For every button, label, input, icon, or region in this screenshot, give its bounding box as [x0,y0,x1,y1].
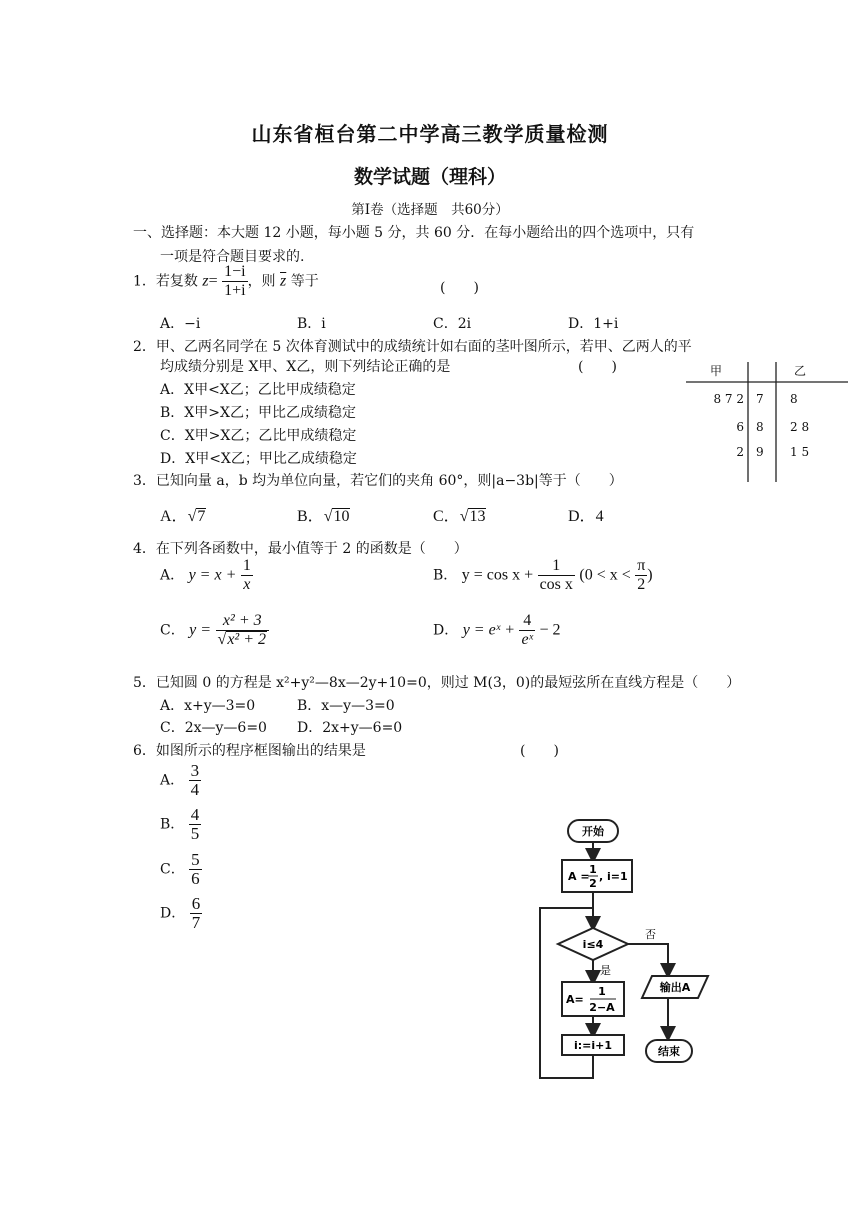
q3-d-label: D． [568,508,596,525]
q6-d-den: 7 [191,913,201,932]
flow-assign-num: 1 [598,985,606,998]
q6-b-den: 5 [190,824,200,843]
instructions-line1: 一、选择题：本大题 12 小题，每小题 5 分，共 60 分．在每小题给出的四个选项中，只有 [133,225,695,241]
q4-a-lhs: y = x + [188,566,237,584]
flow-output-label: 输出A [659,981,691,994]
q1-z: z [202,272,209,290]
q6-d-num: 6 [191,894,201,913]
flow-increment-label: i:=i+1 [573,1039,613,1052]
q6-c-label: C． [160,861,185,878]
q4-a-num: 1 [242,557,251,574]
q4-option-c [160,612,269,649]
flow-assign-den: 2−A [589,1001,615,1014]
q5-option-c: C．2x—y—6=0 [160,720,267,736]
q6-option-b [160,806,201,843]
page-title: 山东省桓台第二中学高三教学质量检测 [251,122,609,146]
q2-answer-paren: ( ) [578,359,617,375]
question-6: 6．如图所示的程序框图输出的结果是 [133,743,366,759]
q5-option-a: A．x+y—3=0 [160,698,256,714]
q1-suffix: 等于 [290,273,319,290]
q4-d-num: 4 [519,612,535,631]
q2-option-d: D．X甲<X乙；甲比乙成绩稳定 [160,451,357,467]
q4-b-num: 1 [538,557,575,576]
q6-d-label: D． [160,905,186,922]
q6-a-label: A． [160,772,185,789]
q5-option-b: B．x—y—3=0 [297,698,395,714]
q1-fraction [222,263,247,300]
q6-b-label: B． [160,816,185,833]
q4-c-num: x² + 3 [216,612,269,631]
question-2-line1: 2．甲、乙两名同学在 5 次体育测试中的成绩统计如右面的茎叶图所示，若甲、乙两人的平 [133,339,692,355]
q4-d-lhs: y = eˣ + [462,621,515,639]
q4-d-den: eˣ [521,631,534,648]
q6-a-fraction [189,762,202,799]
stem-leaf-head-right: 乙 [794,364,807,378]
q4-c-den: x² + 2 [227,631,267,648]
stem-leaf-row3-right: 1 5 [790,445,810,459]
q4-b-label: B． [433,567,458,584]
q3-b-value: 10 [333,508,350,525]
page-subtitle: 数学试题（理科） [353,166,506,188]
q4-a-fraction [241,557,253,594]
q4-b-cnum: π [637,557,646,574]
stem-leaf-row2-stem: 8 [756,420,764,434]
q3-a-label: A． [160,508,188,525]
stem-leaf-row1-stem: 7 [756,392,764,406]
q6-answer-paren: ( ) [520,743,559,759]
q6-b-num: 4 [190,805,200,824]
stem-leaf-row3-left: 2 [736,445,744,459]
q6-a-den: 4 [190,780,200,799]
flowchart-diagram [530,810,740,1090]
flow-end-label: 结束 [658,1045,680,1058]
question-5: 5．已知圆 0 的方程是 x²+y²—8x—2y+10=0，则过 M(3，0)的最短弦所在直线方程是（ ） [133,675,741,691]
q1-option-a: A．−i [160,316,201,332]
q3-b-label: B． [297,508,324,525]
q4-c-fraction [216,612,269,649]
flow-assign-lhs: A= [566,993,584,1006]
stem-leaf-row2-left: 6 [736,420,744,434]
q1-den: 1+i [224,282,246,299]
q1-zbar: $\overline{z}$ [280,272,287,290]
q1-option-b: B．i [297,316,326,332]
q1-eq: = [208,272,218,290]
q4-a-label: A． [160,567,185,584]
stem-leaf-row2-right: 2 8 [790,420,810,434]
q1-num: 1−i [224,263,246,280]
q6-d-fraction [190,895,203,932]
flow-no-label: 否 [645,928,656,941]
stem-leaf-plot [686,360,848,482]
q1-answer-paren: ( ) [440,280,479,296]
question-2-line2: 均成绩分别是 X甲、X乙，则下列结论正确的是 [160,359,451,375]
flow-init-den: 2 [589,877,597,890]
q3-c-label: C． [433,508,460,525]
q1-option-d: D．1+i [568,316,619,332]
q4-option-d [433,612,561,649]
q6-a-num: 3 [190,761,200,780]
q4-a-den: x [243,576,251,593]
stem-leaf-row3-stem: 9 [756,445,764,459]
q6-option-a [160,762,201,799]
stem-leaf-row1-left: 8 7 2 [713,392,744,406]
question-1 [133,263,319,300]
section-heading: 第Ⅰ卷（选择题 共60分） [351,202,509,218]
q4-b-fraction [538,557,575,594]
q4-b-lhs: y = cos x + [461,566,534,584]
q2-option-a: A．X甲<X乙；乙比甲成绩稳定 [160,382,356,398]
flow-condition-label: i≤4 [582,938,604,951]
q4-b-close: ) [647,566,653,584]
q1-mid: ，则 [247,273,276,290]
q3-option-d [568,503,604,526]
stem-leaf-head-left: 甲 [710,364,723,378]
q2-option-b: B．X甲>X乙；甲比乙成绩稳定 [160,405,356,421]
q4-b-cond-fraction [635,557,647,594]
flow-start-label: 开始 [582,825,604,838]
q4-option-a [160,557,253,594]
q4-c-lhs: y = [189,621,212,639]
question-4: 4．在下列各函数中，最小值等于 2 的函数是（ ） [133,541,468,557]
q6-option-d [160,895,202,932]
q4-b-cond: (0 < x < [579,566,631,584]
flow-init-lhs: A = [568,870,590,883]
q6-b-fraction [189,806,202,843]
flow-init-tail: , i=1 [599,870,628,883]
q6-c-den: 6 [191,869,200,888]
flow-yes-label: 是 [600,964,611,977]
q1-option-c: C．2i [433,316,472,332]
question-3: 3．已知向量 a，b 均为单位向量，若它们的夹角 60°，则|a−3b|等于（ ） [133,473,623,489]
q4-b-cden: 2 [637,576,646,593]
q6-c-fraction [189,851,202,888]
q3-a-value: 7 [197,508,206,525]
flow-init-num: 1 [589,863,597,876]
q4-option-b [433,557,653,594]
q6-c-num: 5 [191,850,200,869]
stem-leaf-row1-right: 8 [790,392,798,406]
q4-c-den-wrap: √x² + 2 [217,631,267,648]
q4-d-fraction [519,612,535,649]
flowchart [530,810,740,1090]
q3-d-value: 4 [595,508,604,525]
q4-d-tail: − 2 [539,621,561,639]
q3-option-b: B．√10 [297,508,350,525]
q3-option-c: C．√13 [433,508,486,525]
q5-option-d: D．2x+y—6=0 [297,720,403,736]
q6-option-c [160,851,202,888]
q3-option-a: A．√7 [160,508,206,525]
q2-option-c: C．X甲>X乙；乙比甲成绩稳定 [160,428,357,444]
q4-b-den: cos x [539,576,573,593]
q1-prefix: 1．若复数 [133,273,198,290]
q3-c-value: 13 [469,508,486,525]
instructions-line2: 一项是符合题目要求的. [160,249,305,265]
q4-d-label: D． [433,622,459,639]
q4-c-label: C． [160,622,185,639]
